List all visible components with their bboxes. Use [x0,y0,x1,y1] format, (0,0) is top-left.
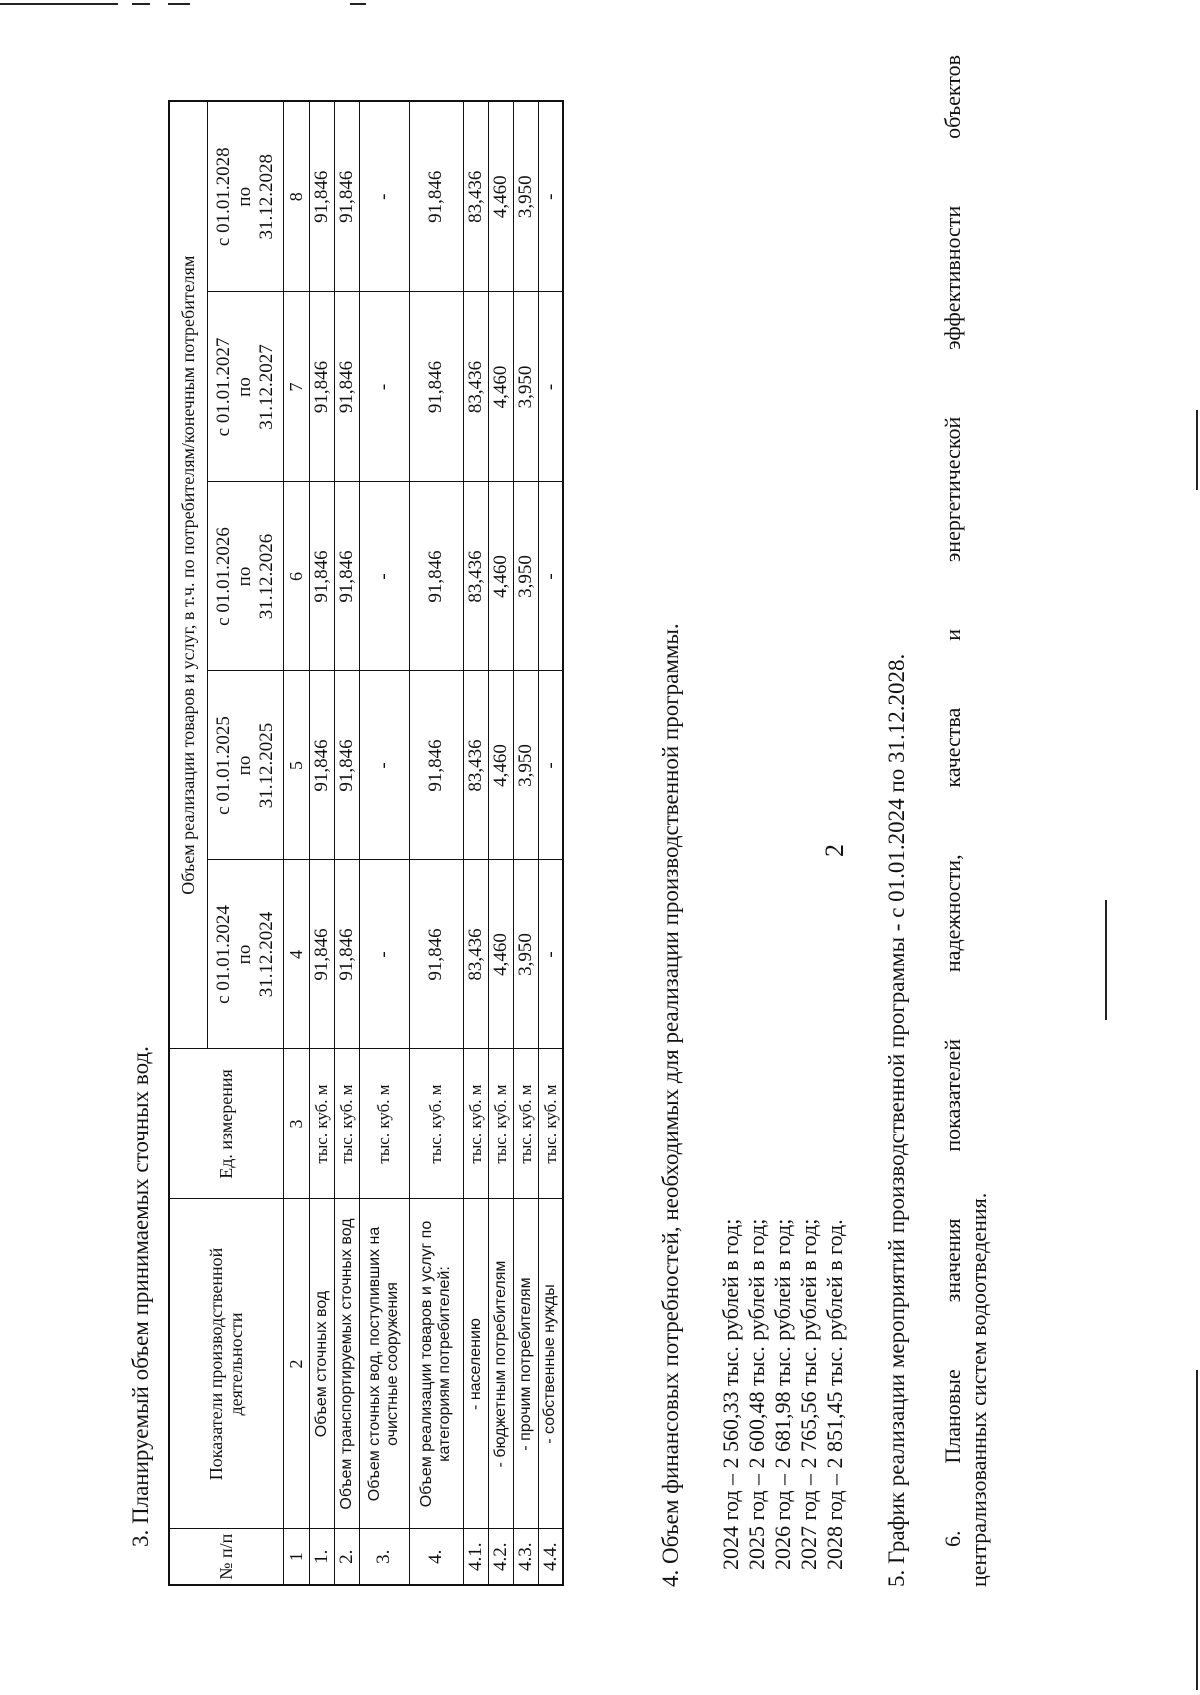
table-row: 2. Объем транспортируемых сточных вод тыс. куб. м 91,846 91,846 91,846 91,846 91,846 [334,101,359,1585]
header-no: № п/п [169,1529,283,1585]
header-indicator: Показатели производственной деятельности [169,1199,283,1529]
section-6-title: 6. Плановые значения показателей надежности, качества и энергетической эффективности объектов [940,55,965,1547]
table-row: 3. Объем сточных вод, поступивших на очистные сооружения тыс. куб. м - - - - - [359,101,409,1585]
period-2026: с 01.01.2026 по 31.12.2026 [207,482,283,671]
table-row: 4.2. - бюджетным потребителям тыс. куб. м 4,460 4,460 4,460 4,460 4,460 [488,101,513,1585]
table-row: 4.3. - прочим потребителям тыс. куб. м 3,950 3,950 3,950 3,950 3,950 [513,101,538,1585]
page-number: 2 [820,844,849,857]
section-5-title: 5. График реализации мероприятий производственной программы - с 01.01.2024 по 31.12.2028. [884,653,909,1587]
list-item: 2026 год – 2 681,98 тыс. рублей в год; [770,1218,795,1570]
table-row: 4.1. - населению тыс. куб. м 83,436 83,436 83,436 83,436 83,436 [463,101,488,1585]
section-6-title-cont: централизованных систем водоотведения. [966,1192,991,1587]
section-3-title: 3. Планируемый объем принимаемых сточных вод. [128,1046,153,1547]
table-row: 4. Объем реализации товаров и услуг по категориям потребителей: тыс. куб. м 91,846 91,846 91,846 91,846 91,846 [409,101,463,1585]
period-2024: с 01.01.2024 по 31.12.2024 [207,860,283,1049]
header-unit: Ед. измерения [169,1049,283,1199]
period-2027: с 01.01.2027 по 31.12.2027 [207,292,283,482]
list-item: 2027 год – 2 765,56 тыс. рублей в год; [796,1218,821,1570]
header-volume: Объем реализации товаров и услуг, в т.ч. по потребителям/конечным потребителям [169,101,207,1049]
column-number-row: 1 2 3 4 5 6 7 8 [283,101,309,1585]
table-row: 4.4. - собственные нужды тыс. куб. м - - - - - [538,101,563,1585]
list-item: 2028 год – 2 851,45 тыс. рублей в год. [822,1219,847,1570]
table-row: 1. Объем сточных вод тыс. куб. м 91,846 91,846 91,846 91,846 91,846 [309,101,334,1585]
list-item: 2024 год – 2 560,33 тыс. рублей в год; [718,1218,743,1570]
list-item: 2025 год – 2 600,48 тыс. рублей в год; [744,1218,769,1570]
section-4-title: 4. Объем финансовых потребностей, необходимых для реализации производственной программы. [658,623,683,1587]
wastewater-volume-table [168,100,564,1586]
period-2028: с 01.01.2028 по 31.12.2028 [207,101,283,292]
period-2025: с 01.01.2025 по 31.12.2025 [207,671,283,860]
